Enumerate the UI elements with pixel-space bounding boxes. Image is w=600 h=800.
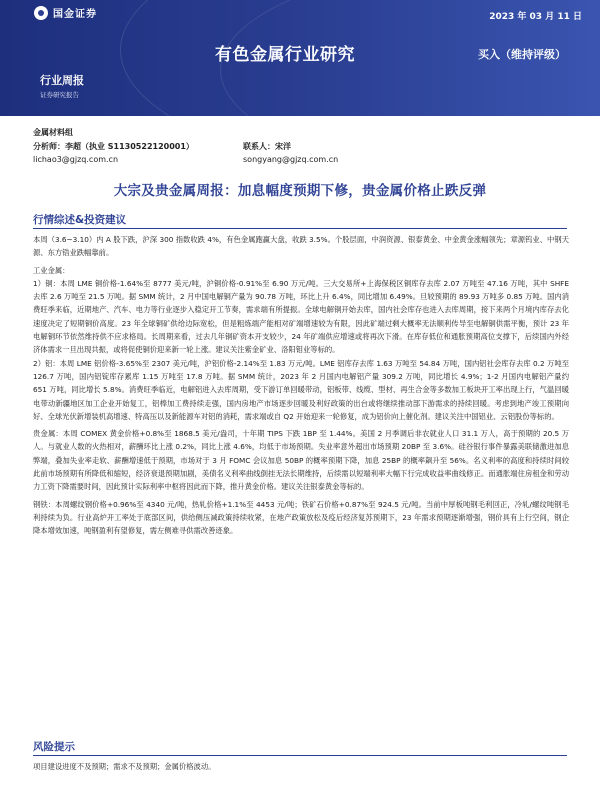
logo-icon	[34, 6, 48, 20]
rating-badge: 买入（维持评级）	[478, 48, 566, 61]
risk-paragraph: 项目建设进度不及预期；需求不及预期；金属价格波动。	[33, 762, 216, 771]
industrial-metals-heading: 工业金属：	[33, 265, 70, 275]
report-subtype: 证券研究报告	[40, 91, 79, 99]
risk-body	[33, 760, 569, 773]
industry-title: 有色金属行业研究	[215, 45, 355, 65]
sector-group: 金属材料组	[33, 128, 73, 137]
analyst-info	[33, 127, 573, 164]
steel-paragraph: 钢铁：本周螺纹钢价格+0.96%至 4340 元/吨，热轧价格+1.1%至 4453 元/吨；铁矿石价格+0.87%至 924.5 元/吨。当前中厚板吨钢毛利回正，冷轧/螺纹吨钢毛利持续为负。行业高炉开工率处于底部区间，供给侧压减政策持续收紧，在地产政策放松及疫后经济复苏预期下，23 年需求预期逐渐增强，钢价具有上行空间，钢企降本增效加速，吨钢盈利有望修复，需左侧难寻供需改善迹象。	[33, 499, 569, 536]
logo-text: 国金证券	[53, 9, 97, 20]
section-title-summary: 行情综述&投资建议	[33, 214, 127, 226]
aluminum-paragraph: 2）铝：本周 LME 铝价格-3.65%至 2307 美元/吨，沪铝价格-2.14%至 1.83 万元/吨。LME 铝库存去库 1.63 万吨至 54.84 万吨，国内铝社会库存去库 0.2 万吨至 126.7 万吨，国内铝锭库存累库 1.15 万吨至 17.8 万吨。据 SMM 统计，2023 年 2 月国内电解铝产量 309.2 万吨，同比增长 4.9%；1-2 月国内电解铝产量约 651 万吨，同比增长 5.8%。消费旺季临近，电解铝进入去库周期，受下游订单回暖带动，铝板带、线缆、型材、再生合金等多数加工板块开工率出现上行，气温回暖电带动新疆地区加工企业开始复工，铝棒加工费持续走强，国内房地产市场逐步回暖及利好政策的出台或将继续推动部下游需求的持续回暖。考虑到地产竣工预期向好、全球光伏新增装机高增速、特高压以及新能源车对铝的消耗，需求端或自 Q2 开始迎来一轮修复，成为铝价向上催化剂。建议关注中国铝业、云铝股份等标的。	[33, 358, 569, 421]
section-title-risk: 风险提示	[33, 741, 75, 753]
report-header-band	[0, 0, 600, 116]
analyst-row	[33, 141, 573, 152]
section-divider	[33, 755, 567, 756]
precious-metals-paragraph: 贵金属：本周 COMEX 黄金价格+0.8%至 1868.5 美元/盎司，十年期 TIPS 下跌 1BP 至 1.44%。美国 2 月季调后非农就业人口 31.1 万人，高于预期的 20.5 万人。与就业人数的火热相对，薪酬环比上涨 0.2%，同比上涨 4.6%，均低于市场预期。失业率意外超出市场预期 20BP 至 3.6%。硅谷银行事件暴露美联储激进加息弊端，叠加失业率走软、薪酬增速低于预期，市场对于 3 月 FOMC 会议加息 50BP 的概率预期下降，加息 25BP 的概率飙升至 56%。名义利率的高度和持续时间较此前市场预期有所降低和缩短，经济衰退预期加剧，美债名义利率曲线倒挂无法长期维持，后续需以短端利率大幅下行完成收益率曲线修正。而通胀端住房租金和劳动力工资下降需要时间，因此预计实际利率中枢将因此而下降，推升黄金价格。建议关注银泰黄金等标的。	[33, 429, 569, 492]
report-title: 大宗及贵金属周报：加息幅度预期下修，贵金属价格止跌反弹	[113, 183, 487, 199]
summary-body	[33, 233, 569, 538]
copper-paragraph: 1）铜：本周 LME 铜价格-1.64%至 8777 美元/吨，沪铜价格-0.91%至 6.90 万元/吨。三大交易所+上海保税区铜库存去库 2.07 万吨至 47.16 万吨，其中 SHFE 去库 2.6 万吨至 21.5 万吨。据 SMM 统计，2 月中国电解铜产量为 90.78 万吨，环比上升 6.4%，同比增加 6.49%。旦较预期的 89.93 万吨多 0.85 万吨。国内消费旺季来临，近期地产、汽车、电力等行业逐步入稳定开工节奏，需求端有所提振。全球电解铜开始去库，国内社会库存也进入去库周期，接下来两个月境内库存去化速度决定了短期铜价高度。23 年全球铜矿供给边际宽松，但是粗炼端产能相对矿端增速较为有限，因此矿端过剩大概率无法顺利传导至电解铜供需平衡，预计 23 年电解铜环节依然维持供不应求格局。长周期来看，过去几年铜矿资本开支较少，24 年矿端供应增速或将再次下滑。在库存低位和通胀预期高位支撑下，后续国内外经济体需求一旦出现共振，或将促使铜价迎来新一轮上涨。建议关注紫金矿业、洛阳钼业等标的。	[33, 278, 569, 355]
report-date: 2023 年 03 月 11 日	[489, 12, 582, 22]
contact-name: 联系人：宋洋	[243, 142, 291, 151]
report-type: 行业周报	[40, 74, 84, 87]
company-logo	[34, 5, 97, 20]
analyst-email[interactable]: lichao3@gjzq.com.cn	[33, 155, 119, 164]
analyst-name: 分析师：李超（执业 S1130522120001）	[33, 142, 194, 151]
market-paragraph: 本周（3.6~3.10）内 A 股下跌，沪深 300 指数收跌 4%，有色金属跑赢大盘，收跌 3.5%。个股层面，中润资源、银泰黄金、中金黄金涨幅领先；章源钨业、中钢天源、东方锆业跌幅靠前。	[33, 235, 569, 258]
section-divider	[33, 228, 567, 229]
email-row	[33, 155, 573, 164]
contact-email[interactable]: songyang@gjzq.com.cn	[243, 155, 339, 164]
